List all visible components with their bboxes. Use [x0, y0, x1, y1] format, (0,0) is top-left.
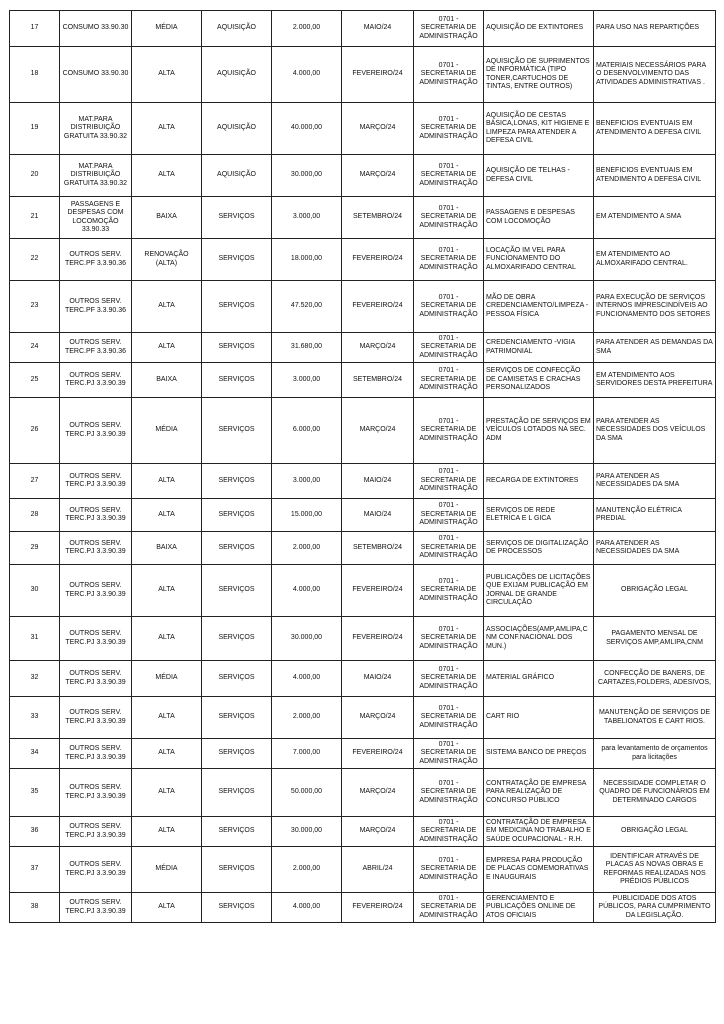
row-number-cell: 21: [10, 197, 60, 239]
acquisition-type-cell: AQUISIÇÃO: [202, 155, 272, 197]
budget-unit-cell: 0701 - SECRETARIA DE ADMINISTRAÇÃO: [414, 47, 484, 103]
object-description-cell: CONTRATAÇÃO DE EMPRESA PARA REALIZAÇÃO DE CONCURSO PÚBLICO: [484, 769, 594, 817]
target-month-cell: FEVEREIRO/24: [342, 239, 414, 281]
target-month-cell: MAIO/24: [342, 11, 414, 47]
target-month-cell: MAIO/24: [342, 464, 414, 499]
priority-cell: MÉDIA: [132, 11, 202, 47]
estimated-value-cell: 2.000,00: [272, 847, 342, 893]
expense-element-cell: OUTROS SERV. TERC.PJ 3.3.90.39: [60, 398, 132, 464]
row-number-cell: 26: [10, 398, 60, 464]
justification-cell: PARA ATENDER AS NECESSIDADES DOS VEÍCULOS DA SMA: [594, 398, 716, 464]
estimated-value-cell: 2.000,00: [272, 11, 342, 47]
table-body: [10, 11, 716, 923]
table-row: [10, 398, 716, 464]
acquisition-type-cell: SERVIÇOS: [202, 464, 272, 499]
justification-cell: MANUTENÇÃO DE SERVIÇOS DE TABELIONATOS E CART RIOS.: [594, 697, 716, 739]
budget-unit-cell: 0701 - SECRETARIA DE ADMINISTRAÇÃO: [414, 281, 484, 333]
priority-cell: ALTA: [132, 464, 202, 499]
budget-unit-cell: 0701 - SECRETARIA DE ADMINISTRAÇÃO: [414, 565, 484, 617]
target-month-cell: SETEMBRO/24: [342, 363, 414, 398]
justification-cell: PUBLICIDADE DOS ATOS PÚBLICOS, PARA CUMPRIMENTO DA LEGISLAÇÃO.: [594, 893, 716, 923]
budget-unit-cell: 0701 - SECRETARIA DE ADMINISTRAÇÃO: [414, 11, 484, 47]
expense-element-cell: OUTROS SERV. TERC.PJ 3.3.90.39: [60, 739, 132, 769]
row-number-cell: 25: [10, 363, 60, 398]
table-row: [10, 155, 716, 197]
expense-element-cell: OUTROS SERV. TERC.PF 3.3.90.36: [60, 281, 132, 333]
priority-cell: ALTA: [132, 769, 202, 817]
target-month-cell: FEVEREIRO/24: [342, 893, 414, 923]
object-description-cell: CART RIO: [484, 697, 594, 739]
expense-element-cell: OUTROS SERV. TERC.PJ 3.3.90.39: [60, 532, 132, 565]
target-month-cell: MARÇO/24: [342, 155, 414, 197]
priority-cell: ALTA: [132, 697, 202, 739]
budget-unit-cell: 0701 - SECRETARIA DE ADMINISTRAÇÃO: [414, 363, 484, 398]
acquisition-type-cell: SERVIÇOS: [202, 893, 272, 923]
budget-unit-cell: 0701 - SECRETARIA DE ADMINISTRAÇÃO: [414, 697, 484, 739]
target-month-cell: MARÇO/24: [342, 398, 414, 464]
priority-cell: BAIXA: [132, 197, 202, 239]
target-month-cell: SETEMBRO/24: [342, 197, 414, 239]
table-row: [10, 239, 716, 281]
budget-unit-cell: 0701 - SECRETARIA DE ADMINISTRAÇÃO: [414, 239, 484, 281]
acquisition-type-cell: SERVIÇOS: [202, 363, 272, 398]
target-month-cell: MARÇO/24: [342, 817, 414, 847]
justification-cell: NECESSIDADE COMPLETAR O QUADRO DE FUNCIONÁRIOS EM DETERMINADO CARGOS: [594, 769, 716, 817]
target-month-cell: MARÇO/24: [342, 697, 414, 739]
justification-cell: EM ATENDIMENTO AO ALMOXARIFADO CENTRAL.: [594, 239, 716, 281]
row-number-cell: 19: [10, 103, 60, 155]
estimated-value-cell: 7.000,00: [272, 739, 342, 769]
target-month-cell: FEVEREIRO/24: [342, 739, 414, 769]
object-description-cell: PUBLICAÇÕES DE LICITAÇÕES QUE EXIJAM PUBLICAÇÃO EM JORNAL DE GRANDE CIRCULAÇÃO: [484, 565, 594, 617]
expense-element-cell: OUTROS SERV. TERC.PJ 3.3.90.39: [60, 363, 132, 398]
table-row: [10, 47, 716, 103]
priority-cell: ALTA: [132, 739, 202, 769]
justification-cell: PARA USO NAS REPARTIÇÕES: [594, 11, 716, 47]
row-number-cell: 37: [10, 847, 60, 893]
table-row: [10, 499, 716, 532]
budget-unit-cell: 0701 - SECRETARIA DE ADMINISTRAÇÃO: [414, 739, 484, 769]
budget-unit-cell: 0701 - SECRETARIA DE ADMINISTRAÇÃO: [414, 893, 484, 923]
object-description-cell: RECARGA DE EXTINTORES: [484, 464, 594, 499]
estimated-value-cell: 2.000,00: [272, 697, 342, 739]
object-description-cell: SISTEMA BANCO DE PREÇOS: [484, 739, 594, 769]
justification-cell: MATERIAIS NECESSÁRIOS PARA O DESENVOLVIMENTO DAS ATIVIDADES ADMINISTRATIVAS .: [594, 47, 716, 103]
row-number-cell: 33: [10, 697, 60, 739]
estimated-value-cell: 18.000,00: [272, 239, 342, 281]
estimated-value-cell: 2.000,00: [272, 532, 342, 565]
budget-unit-cell: 0701 - SECRETARIA DE ADMINISTRAÇÃO: [414, 532, 484, 565]
justification-cell: PAGAMENTO MENSAL DE SERVIÇOS AMP,AMLIPA,CNM: [594, 617, 716, 661]
justification-cell: OBRIGAÇÃO LEGAL: [594, 565, 716, 617]
object-description-cell: ASSOCIAÇÕES(AMP,AMLIPA,CNM CONF.NACIONAL DOS MUN.): [484, 617, 594, 661]
estimated-value-cell: 3.000,00: [272, 363, 342, 398]
table-row: [10, 532, 716, 565]
acquisition-type-cell: AQUISIÇÃO: [202, 11, 272, 47]
expense-element-cell: OUTROS SERV. TERC.PF 3.3.90.36: [60, 239, 132, 281]
object-description-cell: AQUISIÇÃO DE TELHAS - DEFESA CIVIL: [484, 155, 594, 197]
expense-element-cell: OUTROS SERV. TERC.PJ 3.3.90.39: [60, 893, 132, 923]
justification-cell: PARA ATENDER AS NECESSIDADES DA SMA: [594, 532, 716, 565]
estimated-value-cell: 4.000,00: [272, 893, 342, 923]
row-number-cell: 30: [10, 565, 60, 617]
priority-cell: RENOVAÇÃO (ALTA): [132, 239, 202, 281]
budget-unit-cell: 0701 - SECRETARIA DE ADMINISTRAÇÃO: [414, 398, 484, 464]
expense-element-cell: OUTROS SERV. TERC.PJ 3.3.90.39: [60, 817, 132, 847]
row-number-cell: 36: [10, 817, 60, 847]
justification-cell: PARA EXECUÇÃO DE SERVIÇOS INTERNOS IMPRESCINDÍVEIS AO FUNCIONAMENTO DOS SETORES: [594, 281, 716, 333]
expense-element-cell: OUTROS SERV. TERC.PJ 3.3.90.39: [60, 499, 132, 532]
priority-cell: ALTA: [132, 103, 202, 155]
justification-cell: para levantamento de orçamentos para licitações: [594, 739, 716, 769]
expense-element-cell: OUTROS SERV. TERC.PF 3.3.90.36: [60, 333, 132, 363]
procurement-plan-table: [9, 10, 716, 923]
acquisition-type-cell: AQUISIÇÃO: [202, 103, 272, 155]
target-month-cell: FEVEREIRO/24: [342, 47, 414, 103]
table-row: [10, 363, 716, 398]
object-description-cell: GERENCIAMENTO E PUBLICAÇÕES ONLINE DE ATOS OFICIAIS: [484, 893, 594, 923]
justification-cell: EM ATENDIMENTO AOS SERVIDORES DESTA PREFEITURA: [594, 363, 716, 398]
estimated-value-cell: 30.000,00: [272, 617, 342, 661]
object-description-cell: EMPRESA PARA PRODUÇÃO DE PLACAS COMEMORATIVAS E INAUGURAIS: [484, 847, 594, 893]
acquisition-type-cell: SERVIÇOS: [202, 565, 272, 617]
acquisition-type-cell: AQUISIÇÃO: [202, 47, 272, 103]
expense-element-cell: OUTROS SERV. TERC.PJ 3.3.90.39: [60, 565, 132, 617]
priority-cell: ALTA: [132, 281, 202, 333]
justification-cell: CONFECÇÃO DE BANERS, DE CARTAZES,FOLDERS, ADESIVOS,: [594, 661, 716, 697]
table-row: [10, 697, 716, 739]
row-number-cell: 31: [10, 617, 60, 661]
table-row: [10, 103, 716, 155]
row-number-cell: 28: [10, 499, 60, 532]
expense-element-cell: OUTROS SERV. TERC.PJ 3.3.90.39: [60, 769, 132, 817]
estimated-value-cell: 47.520,00: [272, 281, 342, 333]
object-description-cell: MÃO DE OBRA CREDENCIAMENTO/LIMPEZA - PESSOA FÍSICA: [484, 281, 594, 333]
estimated-value-cell: 4.000,00: [272, 47, 342, 103]
row-number-cell: 27: [10, 464, 60, 499]
target-month-cell: MARÇO/24: [342, 103, 414, 155]
row-number-cell: 34: [10, 739, 60, 769]
acquisition-type-cell: SERVIÇOS: [202, 769, 272, 817]
priority-cell: MÉDIA: [132, 661, 202, 697]
estimated-value-cell: 30.000,00: [272, 155, 342, 197]
table-row: [10, 565, 716, 617]
expense-element-cell: MAT.PARA DISTRIBUIÇÃO GRATUITA 33.90.32: [60, 103, 132, 155]
table-row: [10, 333, 716, 363]
expense-element-cell: CONSUMO 33.90.30: [60, 11, 132, 47]
priority-cell: ALTA: [132, 893, 202, 923]
acquisition-type-cell: SERVIÇOS: [202, 281, 272, 333]
justification-cell: BENEFICIOS EVENTUAIS EM ATENDIMENTO A DEFESA CIVIL: [594, 155, 716, 197]
acquisition-type-cell: SERVIÇOS: [202, 739, 272, 769]
acquisition-type-cell: SERVIÇOS: [202, 398, 272, 464]
budget-unit-cell: 0701 - SECRETARIA DE ADMINISTRAÇÃO: [414, 617, 484, 661]
priority-cell: ALTA: [132, 47, 202, 103]
priority-cell: MÉDIA: [132, 398, 202, 464]
object-description-cell: AQUISIÇÃO DE SUPRIMENTOS DE INFORMÁTICA (TIPO TONER,CARTUCHOS DE TINTAS, ENTRE OUTROS): [484, 47, 594, 103]
expense-element-cell: OUTROS SERV. TERC.PJ 3.3.90.39: [60, 464, 132, 499]
expense-element-cell: CONSUMO 33.90.30: [60, 47, 132, 103]
estimated-value-cell: 40.000,00: [272, 103, 342, 155]
budget-unit-cell: 0701 - SECRETARIA DE ADMINISTRAÇÃO: [414, 769, 484, 817]
estimated-value-cell: 3.000,00: [272, 464, 342, 499]
estimated-value-cell: 31.680,00: [272, 333, 342, 363]
row-number-cell: 20: [10, 155, 60, 197]
expense-element-cell: OUTROS SERV. TERC.PJ 3.3.90.39: [60, 617, 132, 661]
acquisition-type-cell: SERVIÇOS: [202, 532, 272, 565]
estimated-value-cell: 4.000,00: [272, 661, 342, 697]
row-number-cell: 22: [10, 239, 60, 281]
justification-cell: EM ATENDIMENTO A SMA: [594, 197, 716, 239]
justification-cell: MANUTENÇÃO ELÉTRICA PREDIAL: [594, 499, 716, 532]
row-number-cell: 17: [10, 11, 60, 47]
justification-cell: BENEFICIOS EVENTUAIS EM ATENDIMENTO A DEFESA CIVIL: [594, 103, 716, 155]
acquisition-type-cell: SERVIÇOS: [202, 239, 272, 281]
budget-unit-cell: 0701 - SECRETARIA DE ADMINISTRAÇÃO: [414, 817, 484, 847]
target-month-cell: MARÇO/24: [342, 769, 414, 817]
budget-unit-cell: 0701 - SECRETARIA DE ADMINISTRAÇÃO: [414, 333, 484, 363]
row-number-cell: 35: [10, 769, 60, 817]
table-row: [10, 739, 716, 769]
table-row: [10, 661, 716, 697]
object-description-cell: AQUISIÇÃO DE CESTAS BÁSICA,LONAS, KIT HIGIENE E LIMPEZA PARA ATENDER A DEFESA CIVIL: [484, 103, 594, 155]
acquisition-type-cell: SERVIÇOS: [202, 697, 272, 739]
acquisition-type-cell: SERVIÇOS: [202, 817, 272, 847]
row-number-cell: 29: [10, 532, 60, 565]
object-description-cell: SERVIÇOS DE DIGITALIZAÇÃO DE PROCESSOS: [484, 532, 594, 565]
priority-cell: BAIXA: [132, 532, 202, 565]
justification-cell: IDENTIFICAR ATRAVÉS DE PLACAS AS NOVAS OBRAS E REFORMAS REALIZADAS NOS PRÉDIOS PÚBLICOS: [594, 847, 716, 893]
acquisition-type-cell: SERVIÇOS: [202, 847, 272, 893]
target-month-cell: FEVEREIRO/24: [342, 281, 414, 333]
expense-element-cell: OUTROS SERV. TERC.PJ 3.3.90.39: [60, 661, 132, 697]
justification-cell: PARA ATENDER AS NECESSIDADES DA SMA: [594, 464, 716, 499]
table-row: [10, 817, 716, 847]
priority-cell: ALTA: [132, 817, 202, 847]
table-row: [10, 769, 716, 817]
object-description-cell: LOCAÇÃO IM VEL PARA FUNCIONAMENTO DO ALMOXARIFADO CENTRAL: [484, 239, 594, 281]
expense-element-cell: OUTROS SERV. TERC.PJ 3.3.90.39: [60, 697, 132, 739]
target-month-cell: MAIO/24: [342, 661, 414, 697]
priority-cell: ALTA: [132, 565, 202, 617]
object-description-cell: CONTRATAÇÃO DE EMPRESA EM MEDICINA NO TRABALHO E SAÚDE OCUPACIONAL - R.H.: [484, 817, 594, 847]
table-row: [10, 893, 716, 923]
budget-unit-cell: 0701 - SECRETARIA DE ADMINISTRAÇÃO: [414, 661, 484, 697]
budget-unit-cell: 0701 - SECRETARIA DE ADMINISTRAÇÃO: [414, 464, 484, 499]
expense-element-cell: MAT.PARA DISTRIBUIÇÃO GRATUITA 33.90.32: [60, 155, 132, 197]
table-row: [10, 11, 716, 47]
budget-unit-cell: 0701 - SECRETARIA DE ADMINISTRAÇÃO: [414, 103, 484, 155]
target-month-cell: MAIO/24: [342, 499, 414, 532]
object-description-cell: PASSAGENS E DESPESAS COM LOCOMOÇÃO: [484, 197, 594, 239]
object-description-cell: AQUISIÇÃO DE EXTINTORES: [484, 11, 594, 47]
justification-cell: PARA ATENDER AS DEMANDAS DA SMA: [594, 333, 716, 363]
table-row: [10, 281, 716, 333]
target-month-cell: FEVEREIRO/24: [342, 617, 414, 661]
justification-cell: OBRIGAÇÃO LEGAL: [594, 817, 716, 847]
budget-unit-cell: 0701 - SECRETARIA DE ADMINISTRAÇÃO: [414, 847, 484, 893]
acquisition-type-cell: SERVIÇOS: [202, 499, 272, 532]
acquisition-type-cell: SERVIÇOS: [202, 333, 272, 363]
row-number-cell: 18: [10, 47, 60, 103]
estimated-value-cell: 30.000,00: [272, 817, 342, 847]
expense-element-cell: OUTROS SERV. TERC.PJ 3.3.90.39: [60, 847, 132, 893]
object-description-cell: PRESTAÇÃO DE SERVIÇOS EM VEÍCULOS LOTADOS NA SEC. ADM: [484, 398, 594, 464]
object-description-cell: MATERIAL GRÁFICO: [484, 661, 594, 697]
row-number-cell: 38: [10, 893, 60, 923]
target-month-cell: MARÇO/24: [342, 333, 414, 363]
object-description-cell: SERVIÇOS DE CONFECÇÃO DE CAMISETAS E CRACHAS PERSONALIZADOS: [484, 363, 594, 398]
estimated-value-cell: 6.000,00: [272, 398, 342, 464]
priority-cell: ALTA: [132, 617, 202, 661]
priority-cell: BAIXA: [132, 363, 202, 398]
target-month-cell: FEVEREIRO/24: [342, 565, 414, 617]
table-row: [10, 847, 716, 893]
priority-cell: ALTA: [132, 499, 202, 532]
acquisition-type-cell: SERVIÇOS: [202, 617, 272, 661]
row-number-cell: 24: [10, 333, 60, 363]
estimated-value-cell: 4.000,00: [272, 565, 342, 617]
expense-element-cell: PASSAGENS E DESPESAS COM LOCOMOÇÃO 33.90.33: [60, 197, 132, 239]
estimated-value-cell: 15.000,00: [272, 499, 342, 532]
object-description-cell: SERVIÇOS DE REDE ELETRICA E L GICA: [484, 499, 594, 532]
priority-cell: ALTA: [132, 333, 202, 363]
acquisition-type-cell: SERVIÇOS: [202, 197, 272, 239]
table-row: [10, 464, 716, 499]
table-row: [10, 617, 716, 661]
acquisition-type-cell: SERVIÇOS: [202, 661, 272, 697]
budget-unit-cell: 0701 - SECRETARIA DE ADMINISTRAÇÃO: [414, 197, 484, 239]
row-number-cell: 32: [10, 661, 60, 697]
target-month-cell: SETEMBRO/24: [342, 532, 414, 565]
object-description-cell: CREDENCIAMENTO -VIGIA PATRIMONIAL: [484, 333, 594, 363]
table-row: [10, 197, 716, 239]
priority-cell: MÉDIA: [132, 847, 202, 893]
budget-unit-cell: 0701 - SECRETARIA DE ADMINISTRAÇÃO: [414, 155, 484, 197]
priority-cell: ALTA: [132, 155, 202, 197]
estimated-value-cell: 3.000,00: [272, 197, 342, 239]
estimated-value-cell: 50.000,00: [272, 769, 342, 817]
row-number-cell: 23: [10, 281, 60, 333]
target-month-cell: ABRIL/24: [342, 847, 414, 893]
budget-unit-cell: 0701 - SECRETARIA DE ADMINISTRAÇÃO: [414, 499, 484, 532]
